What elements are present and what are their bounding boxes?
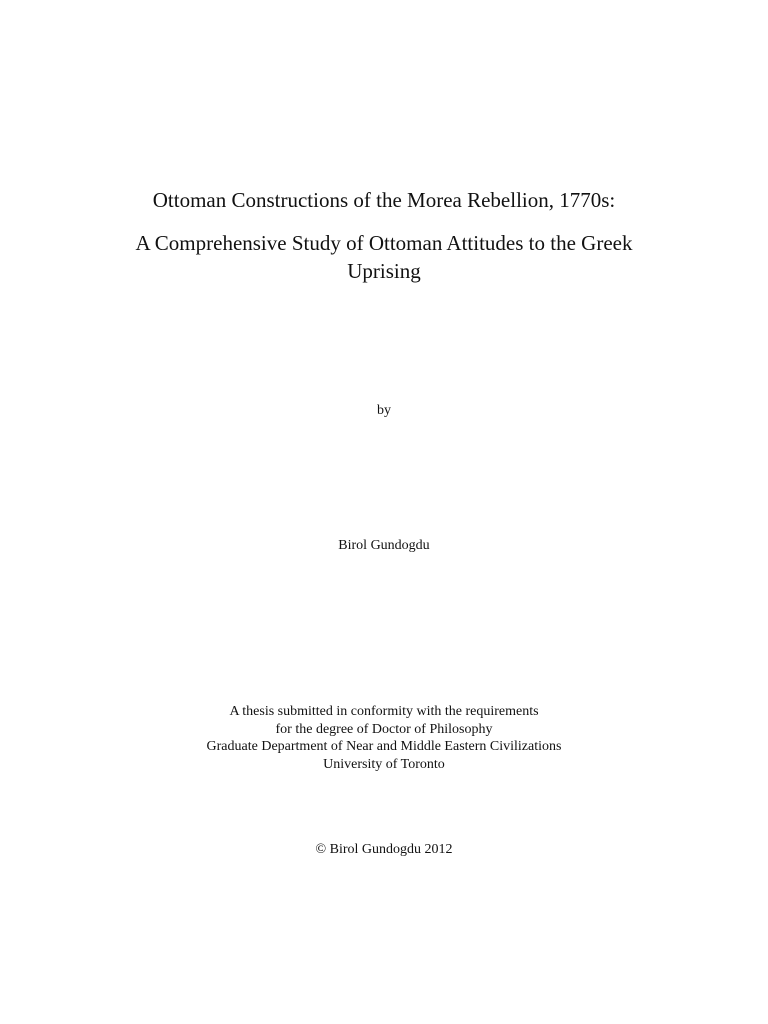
thesis-subtitle-line-1: A Comprehensive Study of Ottoman Attitudes to the Greek <box>135 231 633 255</box>
thesis-subtitle-line-2: Uprising <box>347 259 421 283</box>
thesis-main-title: Ottoman Constructions of the Morea Rebellion, 1770s: <box>152 188 616 212</box>
byline-by: by <box>377 403 391 418</box>
thesis-statement <box>0 703 768 773</box>
thesis-statement-line-1: A thesis submitted in conformity with the requirements <box>229 704 539 719</box>
copyright-notice: © Birol Gundogdu 2012 <box>315 842 453 857</box>
thesis-statement-line-2: for the degree of Doctor of Philosophy <box>275 721 493 737</box>
author-name: Birol Gundogdu <box>338 538 430 553</box>
thesis-statement-line-3: Graduate Department of Near and Middle Eastern Civilizations <box>206 739 562 754</box>
thesis-statement-line-4: University of Toronto <box>323 756 445 772</box>
